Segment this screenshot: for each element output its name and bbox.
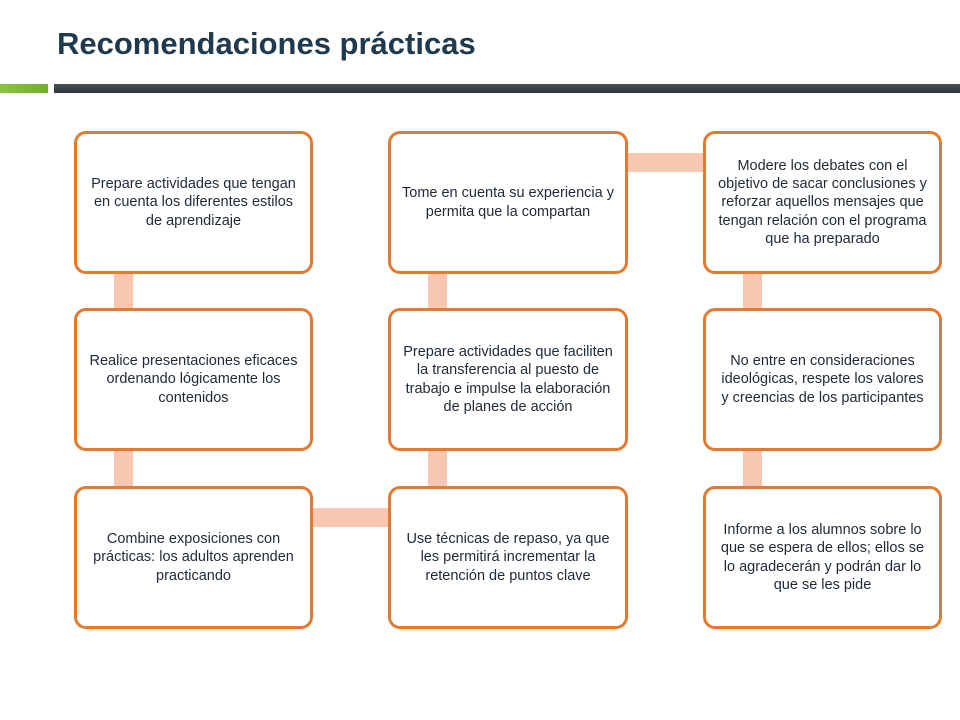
connector-2-3: [114, 449, 133, 487]
connector-3-4: [311, 508, 390, 527]
connector-7-8: [743, 272, 762, 309]
connector-4-5: [428, 449, 447, 487]
connector-1-2: [114, 272, 133, 309]
process-box: Prepare actividades que tengan en cuenta los diferentes estilos de aprendizaje: [74, 131, 313, 274]
connector-8-9: [743, 449, 762, 487]
process-box: Tome en cuenta su experiencia y permita que la compartan: [388, 131, 628, 274]
process-box: Informe a los alumnos sobre lo que se espera de ellos; ellos se lo agradecerán y podrán dar lo que se les pide: [703, 486, 942, 629]
process-box: Realice presentaciones eficaces ordenando lógicamente los contenidos: [74, 308, 313, 451]
process-box: No entre en consideraciones ideológicas, respete los valores y creencias de los participantes: [703, 308, 942, 451]
title-underline-accent: [0, 84, 48, 93]
connector-6-7: [626, 153, 705, 172]
process-box: Prepare actividades que faciliten la transferencia al puesto de trabajo e impulse la elaboración de planes de acción: [388, 308, 628, 451]
connector-5-6: [428, 272, 447, 309]
process-box: Modere los debates con el objetivo de sacar conclusiones y reforzar aquellos mensajes que tengan relación con el programa que ha preparado: [703, 131, 942, 274]
process-box: Use técnicas de repaso, ya que les permitirá incrementar la retención de puntos clave: [388, 486, 628, 629]
page-title: Recomendaciones prácticas: [57, 26, 476, 61]
title-underline-bar: [54, 84, 960, 93]
process-box: Combine exposiciones con prácticas: los adultos aprenden practicando: [74, 486, 313, 629]
